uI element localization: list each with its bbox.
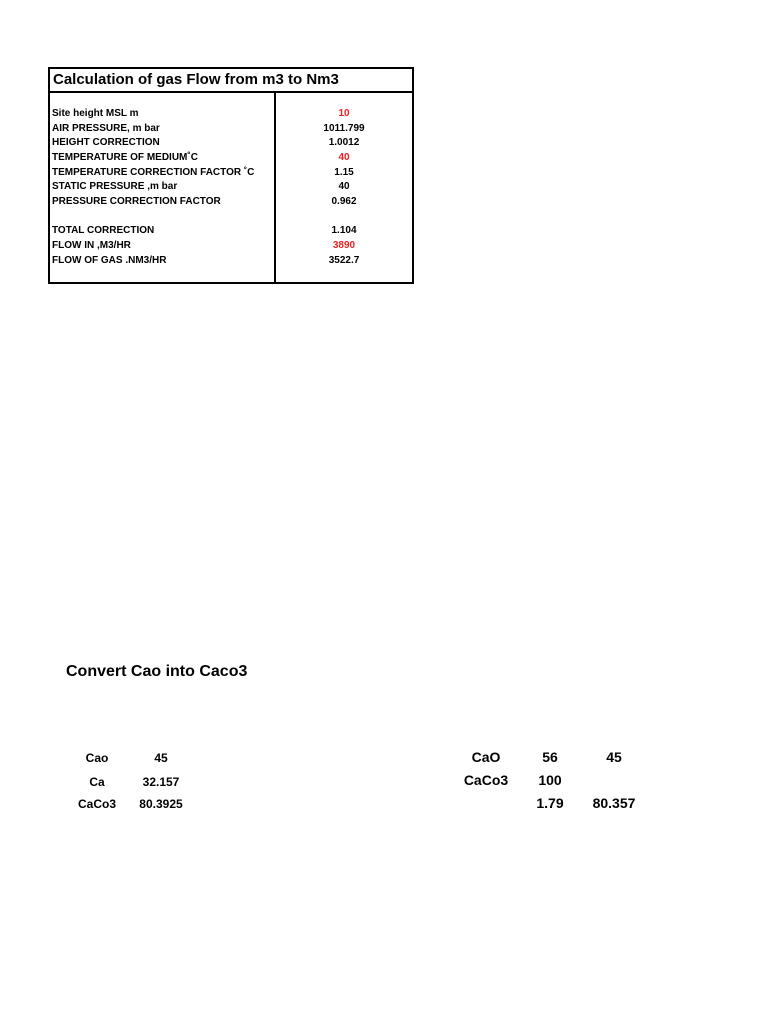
row-value: 1011.799	[323, 123, 365, 134]
table-row-site-height	[50, 106, 412, 121]
row-label: PRESSURE CORRECTION FACTOR	[52, 196, 221, 207]
table-row-height-correction	[50, 135, 412, 150]
right-value-ratio: 1.79	[536, 795, 564, 811]
row-label: Site height MSL m	[52, 108, 139, 119]
row-label: AIR PRESSURE, m bar	[52, 123, 160, 134]
row-value: 1.0012	[328, 137, 360, 148]
table-row-flow-in	[50, 238, 412, 253]
row-value: 3890	[332, 240, 356, 251]
row-value: 0.962	[331, 196, 357, 207]
right-value-caco3-molar: 100	[538, 772, 562, 788]
left-label-cao: Cao	[85, 751, 109, 765]
table-row-temperature-correction	[50, 165, 412, 180]
row-value: 1.15	[334, 167, 354, 178]
gas-table-body	[50, 93, 412, 282]
right-value-caco3-result: 80.357	[592, 795, 636, 811]
row-label: FLOW OF GAS .NM3/HR	[52, 255, 167, 266]
table-row-total-correction	[50, 223, 412, 238]
row-value: 3522.7	[328, 255, 360, 266]
right-label-caco3: CaCo3	[463, 772, 509, 788]
row-label: TEMPERATURE OF MEDIUM˚C	[52, 152, 198, 163]
table-row-static-pressure	[50, 179, 412, 194]
left-value-ca: 32.157	[142, 775, 180, 789]
row-label: TOTAL CORRECTION	[52, 225, 155, 236]
gas-flow-table	[48, 67, 414, 284]
convert-heading: Convert Cao into Caco3	[66, 663, 248, 680]
table-row-temperature-medium	[50, 150, 412, 165]
table-row-pressure-correction	[50, 194, 412, 209]
row-value: 40	[338, 181, 350, 192]
row-value: 10	[338, 108, 350, 119]
left-value-cao: 45	[154, 751, 168, 765]
table-row-air-pressure	[50, 121, 412, 136]
row-label: TEMPERATURE CORRECTION FACTOR ˚C	[52, 167, 255, 178]
right-label-cao: CaO	[471, 749, 501, 765]
row-value: 1.104	[331, 225, 357, 236]
left-value-caco3: 80.3925	[139, 797, 183, 811]
row-label: FLOW IN ,M3/HR	[52, 240, 131, 251]
left-label-ca: Ca	[89, 775, 105, 789]
right-value-cao-molar: 56	[542, 749, 558, 765]
row-label: STATIC PRESSURE ,m bar	[52, 181, 178, 192]
gas-table-title: Calculation of gas Flow from m3 to Nm3	[50, 69, 412, 93]
table-row-flow-of-gas	[50, 253, 412, 268]
right-value-cao-input: 45	[606, 749, 622, 765]
row-label: HEIGHT CORRECTION	[52, 137, 160, 148]
row-value: 40	[338, 152, 350, 163]
left-label-caco3: CaCo3	[77, 797, 116, 811]
